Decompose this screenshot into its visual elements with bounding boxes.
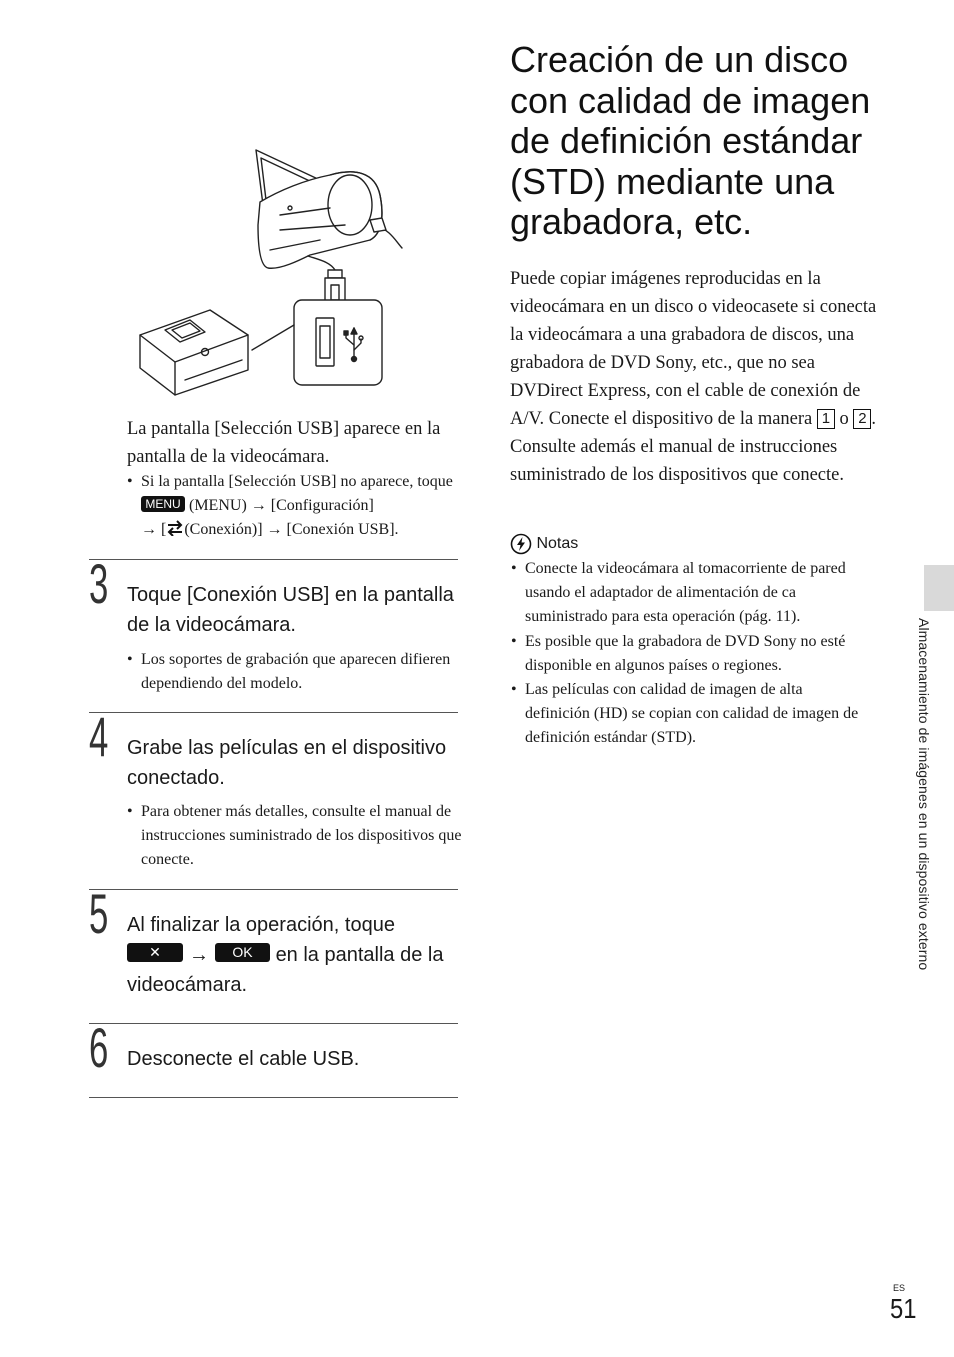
- section-side-label: Almacenamiento de imágenes en un dispositivo externo: [916, 618, 932, 971]
- page-title: Creación de un disco con calidad de imagen de definición estándar (STD) mediante una grabadora, etc.: [510, 39, 871, 242]
- step-title: Desconecte el cable USB.: [127, 1048, 360, 1070]
- notes-warning-icon: [510, 533, 532, 555]
- usb-selection-bullet: • Si la pantalla [Selección USB] no aparece, toque MENU (MENU) → [Configuración] → [ (Conexión)] → [Conexión USB].: [127, 473, 453, 538]
- close-button-icon: ✕: [127, 943, 183, 962]
- note-item: • Es posible que la grabadora de DVD Sony no esté disponible en algunos países o regiones.: [511, 633, 846, 674]
- note-item: • Las películas con calidad de imagen de alta definición (HD) se copian con calidad de imagen de definición estándar (STD).: [511, 681, 859, 746]
- arrow-icon: →: [189, 944, 209, 966]
- page-number: 51: [890, 1293, 917, 1324]
- step-number: 3: [89, 552, 109, 615]
- body-paragraph: Puede copiar imágenes reproducidas en la videocámara en un disco o videocasete si conecta la videocámara a una grabadora de discos, una grabadora de DVD Sony, etc., que no sea DVDirect Express, con el cable de conexión de A/V. Conecte el dispositivo de la manera 1 o 2 . Consulte además el manual de instrucciones suministrado de los dispositivos que conecte.: [510, 269, 877, 485]
- step-bullet: • Para obtener más detalles, consulte el manual de instrucciones suministrado de los dispositivos que conecte.: [127, 803, 462, 868]
- box-number-1: 1: [817, 409, 835, 429]
- step-number: 6: [89, 1016, 109, 1079]
- camcorder-usb-connection-illustration: [130, 140, 430, 400]
- section-end-divider: [89, 1097, 458, 1098]
- step-divider: [89, 1023, 458, 1024]
- step-divider: [89, 889, 458, 890]
- step-title: Toque [Conexión USB] en la pantalla de la videocámara.: [127, 584, 454, 636]
- language-code: ES: [893, 1283, 906, 1293]
- step-divider: [89, 712, 458, 713]
- connection-icon: [166, 520, 184, 536]
- step-title: Al finalizar la operación, toque ✕ → OK en la pantalla de la videocámara.: [127, 914, 444, 996]
- step-number: 4: [89, 705, 109, 768]
- menu-badge-icon: MENU: [141, 496, 185, 512]
- section-tab-marker: [924, 565, 954, 611]
- note-item: • Conecte la videocámara al tomacorriente de pared usando el adaptador de alimentación de ca suministrado para esta operación (pág. 11).: [511, 560, 846, 625]
- box-number-2: 2: [853, 409, 871, 429]
- arrow-icon: →: [266, 521, 283, 538]
- usb-selection-intro: La pantalla [Selección USB] aparece en la pantalla de la videocámara.: [127, 419, 441, 467]
- step-number: 5: [89, 882, 109, 945]
- arrow-icon: →: [250, 497, 267, 514]
- arrow-icon: →: [141, 521, 157, 538]
- notes-header: Notas: [510, 533, 578, 555]
- step-bullet: • Los soportes de grabación que aparecen difieren dependiendo del modelo.: [127, 651, 451, 692]
- ok-button-icon: OK: [215, 943, 270, 962]
- step-divider: [89, 559, 458, 560]
- step-title: Grabe las películas en el dispositivo conectado.: [127, 737, 447, 789]
